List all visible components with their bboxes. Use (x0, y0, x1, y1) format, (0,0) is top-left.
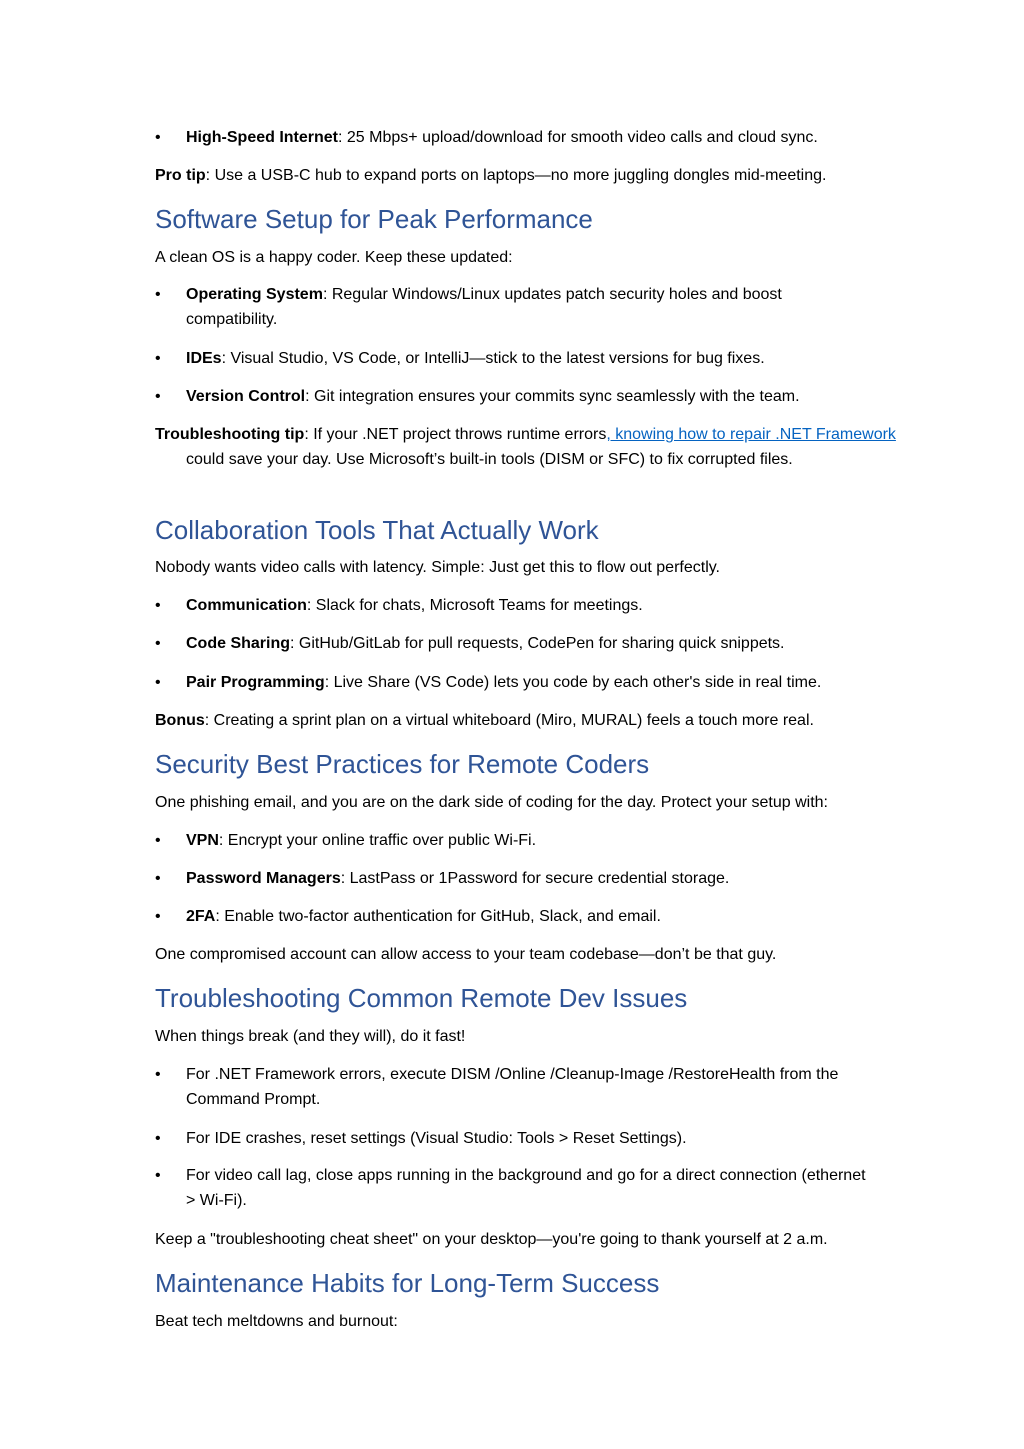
tip-text: : If your .NET project throws runtime errors (304, 426, 607, 443)
bullet: • (155, 388, 161, 405)
list-item (155, 828, 900, 853)
paragraph: When things break (and they will), do it fast! (155, 1028, 466, 1045)
list-item (155, 125, 900, 150)
item-text: : Enable two-factor authentication for GitHub, Slack, and email. (215, 908, 661, 925)
paragraph: One compromised account can allow access to your team codebase—don’t be that guy. (155, 946, 777, 963)
bonus-paragraph (155, 708, 900, 733)
item-term: Version Control (186, 388, 306, 405)
bonus-text: : Creating a sprint plan on a virtual whiteboard (Miro, MURAL) feels a touch more real. (204, 712, 814, 729)
list-item (155, 866, 900, 891)
list-item (155, 593, 900, 618)
list-item (155, 1062, 900, 1112)
bullet: • (155, 832, 161, 849)
item-term: High-Speed Internet (186, 129, 339, 146)
item-term: Password Managers (186, 870, 341, 887)
item-term: Code Sharing (186, 635, 291, 652)
bullet: • (155, 908, 161, 925)
item-text: : LastPass or 1Password for secure credential storage. (340, 870, 730, 887)
bullet: • (155, 1167, 161, 1184)
bullet: • (155, 674, 161, 691)
bullet: • (155, 635, 161, 652)
item-term: 2FA (186, 908, 216, 925)
heading-troubleshooting-issues: Troubleshooting Common Remote Dev Issues (155, 983, 688, 1013)
bullet: • (155, 1130, 161, 1147)
item-term: Operating System (186, 286, 323, 303)
item-text: : Slack for chats, Microsoft Teams for meetings. (306, 597, 643, 614)
item-term: Pair Programming (186, 674, 325, 691)
heading-security-best-practices: Security Best Practices for Remote Coders (155, 749, 650, 779)
repair-net-framework-link[interactable]: , knowing how to repair .NET Framework (606, 426, 896, 443)
bullet: • (155, 350, 161, 367)
pro-tip-paragraph (155, 163, 900, 188)
item-text: For IDE crashes, reset settings (Visual Studio: Tools > Reset Settings). (186, 1130, 687, 1147)
bullet: • (155, 1066, 161, 1083)
item-term: IDEs (186, 350, 222, 367)
bonus-label: Bonus (155, 712, 205, 729)
pro-tip-text: : Use a USB-C hub to expand ports on laptops—no more juggling dongles mid-meeting. (205, 167, 827, 184)
bullet: • (155, 597, 161, 614)
paragraph: One phishing email, and you are on the dark side of coding for the day. Protect your setup with: (155, 794, 828, 811)
heading-collaboration-tools: Collaboration Tools That Actually Work (155, 515, 599, 545)
heading-software-setup: Software Setup for Peak Performance (155, 204, 593, 234)
item-text: For .NET Framework errors, execute DISM /Online /Cleanup-Image /RestoreHealth from the Command Prompt. (186, 1066, 839, 1108)
list-item (155, 670, 900, 695)
item-text: : Visual Studio, VS Code, or IntelliJ—stick to the latest versions for bug fixes. (221, 350, 765, 367)
item-text: : GitHub/GitLab for pull requests, CodePen for sharing quick snippets. (290, 635, 785, 652)
paragraph: Nobody wants video calls with latency. Simple: Just get this to flow out perfectly. (155, 559, 720, 576)
list-item (155, 346, 900, 371)
bullet: • (155, 129, 161, 146)
item-text: : 25 Mbps+ upload/download for smooth video calls and cloud sync. (338, 129, 818, 146)
list-item (155, 1163, 900, 1213)
list-item (155, 1126, 900, 1151)
list-item (155, 904, 900, 929)
tip-text-continued: could save your day. Use Microsoft’s built-in tools (DISM or SFC) to fix corrupted files. (186, 451, 793, 468)
paragraph: Keep a "troubleshooting cheat sheet" on your desktop—you're going to thank yourself at 2 a.m. (155, 1231, 828, 1248)
item-text: : Live Share (VS Code) lets you code by each other's side in real time. (324, 674, 822, 691)
pro-tip-label: Pro tip (155, 167, 206, 184)
item-term: Communication (186, 597, 307, 614)
heading-maintenance-habits: Maintenance Habits for Long-Term Success (155, 1268, 660, 1298)
bullet: • (155, 286, 161, 303)
paragraph: A clean OS is a happy coder. Keep these updated: (155, 249, 513, 266)
paragraph: Beat tech meltdowns and burnout: (155, 1313, 398, 1330)
list-item (155, 631, 900, 656)
list-item (155, 384, 900, 409)
item-text: : Encrypt your online traffic over public Wi-Fi. (218, 832, 537, 849)
list-item (155, 282, 900, 332)
troubleshooting-tip-label: Troubleshooting tip (155, 426, 305, 443)
troubleshooting-tip-paragraph (155, 422, 900, 472)
bullet: • (155, 870, 161, 887)
item-text: For video call lag, close apps running in the background and go for a direct connection (ethernet > Wi-Fi). (186, 1167, 866, 1209)
item-term: VPN (186, 832, 219, 849)
item-text: : Regular Windows/Linux updates patch security holes and boost compatibility. (186, 286, 782, 328)
item-text: : Git integration ensures your commits sync seamlessly with the team. (305, 388, 800, 405)
